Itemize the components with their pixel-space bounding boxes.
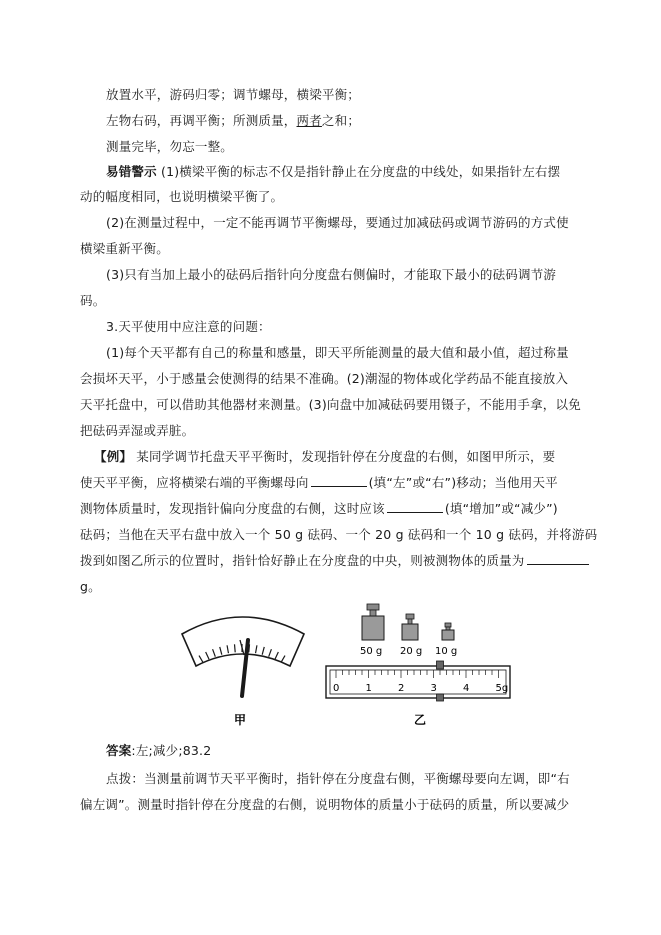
ruler-tick-label: 5g: [495, 683, 509, 694]
text-line-16-post: (填“左”或“右”)移动；当他用天平: [368, 475, 558, 490]
rider-ruler: [326, 661, 510, 701]
text-line-18: 砝码；当他在天平右盘中放入一个 50 g 砝码、一个 20 g 砝码和一个 10 g 砝码，并将游码: [80, 527, 598, 542]
scale-dial: [182, 617, 304, 696]
text-line-2-underlined: 两者: [296, 113, 322, 128]
text-line-2-pre: 左物右码，再调平衡；所测质量，: [106, 113, 297, 128]
text-line-9: 码。: [80, 293, 106, 308]
balance-figure: [170, 600, 520, 735]
hint-line-1: 点拨：当测量前调节天平平衡时，指针停在分度盘右侧，平衡螺母要向左调，即“右: [106, 771, 570, 786]
text-line-16-pre: 使天平平衡，应将横梁右端的平衡螺母向: [80, 475, 309, 490]
text-line-19: [80, 552, 591, 570]
figure-label-jia: 甲: [234, 713, 247, 727]
dial-tick: [235, 644, 236, 652]
text-line-17-post: (填“增加”或“减少”): [444, 501, 558, 516]
text-line-5: 动的幅度相同，也说明横梁平衡了。: [80, 189, 284, 204]
section-heading: 3.天平使用中应注意的问题：: [106, 319, 271, 334]
text-line-11: (1)每个天平都有自己的称量和感量，即天平所能测量的最大值和最小值，超过称量: [106, 345, 569, 360]
answer-value: :左;减少;83.2: [131, 743, 212, 758]
warning-heading-line: [106, 163, 560, 181]
ruler-tick-label: 4: [463, 683, 470, 694]
figure-label-yi: 乙: [414, 713, 427, 727]
text-line-20: g。: [80, 579, 101, 594]
text-line-19-pre: 拨到如图乙所示的位置时，指针恰好静止在分度盘的中央，则被测物体的质量为: [80, 553, 525, 568]
weight-50g: [362, 604, 384, 640]
text-line-17: [80, 500, 558, 518]
text-line-2-post: 之和；: [321, 113, 361, 128]
warning-text: (1)横梁平衡的标志不仅是指针静止在分度盘的中线处，如果指针左右摆: [156, 164, 561, 179]
example-text: 某同学调节托盘天平平衡时，发现指针停在分度盘的右侧，如图甲所示，要: [132, 449, 556, 464]
rider-bottom: [437, 694, 444, 701]
example-label: 【例】: [94, 449, 133, 464]
text-line-6: (2)在测量过程中，一定不能再调节平衡螺母，要通过加减砝码或调节游码的方式使: [106, 215, 569, 230]
ruler-tick-label: 0: [333, 683, 340, 694]
text-line-12: 会损坏天平，小于感量会使测得的结果不准确。(2)潮湿的物体或化学药品不能直接放入: [80, 371, 569, 386]
warning-label: 易错警示: [106, 164, 157, 179]
text-line-13: 天平托盘中，可以借助其他器材来测量。(3)向盘中加减砝码要用镊子，不能用手拿，以免: [80, 397, 581, 412]
hint-line-2: 偏左调”。测量时指针停在分度盘的右侧，说明物体的质量小于砝码的质量，所以要减少: [80, 797, 570, 812]
ruler-tick-label: 3: [430, 683, 437, 694]
text-line-7: 横梁重新平衡。: [80, 241, 169, 256]
text-line-17-pre: 测物体质量时，发现指针偏向分度盘的右侧，这时应该: [80, 501, 385, 516]
example-line: [94, 448, 555, 466]
text-line-16: [80, 474, 558, 492]
answer-blank-3[interactable]: [527, 552, 589, 565]
answer-line: [106, 742, 211, 760]
answer-blank-1[interactable]: [311, 474, 367, 487]
text-line-3: 测量完毕，勿忘一整。: [106, 139, 234, 154]
text-line-14: 把砝码弄湿或弄脏。: [80, 423, 195, 438]
weight-10g-label: 10 g: [435, 646, 458, 657]
weight-10g: [442, 623, 454, 640]
text-line-8: (3)只有当加上最小的砝码后指针向分度盘右侧偏时，才能取下最小的砝码调节游: [106, 267, 557, 282]
answer-label: 答案: [106, 743, 132, 758]
weight-20g: [402, 614, 418, 640]
weight-50g-label: 50 g: [360, 646, 383, 657]
rider-top: [437, 661, 444, 669]
answer-blank-2[interactable]: [387, 500, 443, 513]
ruler-tick-label: 1: [365, 683, 372, 694]
text-line-1: 放置水平，游码归零；调节螺母，横梁平衡；: [106, 87, 361, 102]
text-line-2: [106, 112, 360, 130]
weight-20g-label: 20 g: [400, 646, 423, 657]
ruler-tick-label: 2: [398, 683, 405, 694]
